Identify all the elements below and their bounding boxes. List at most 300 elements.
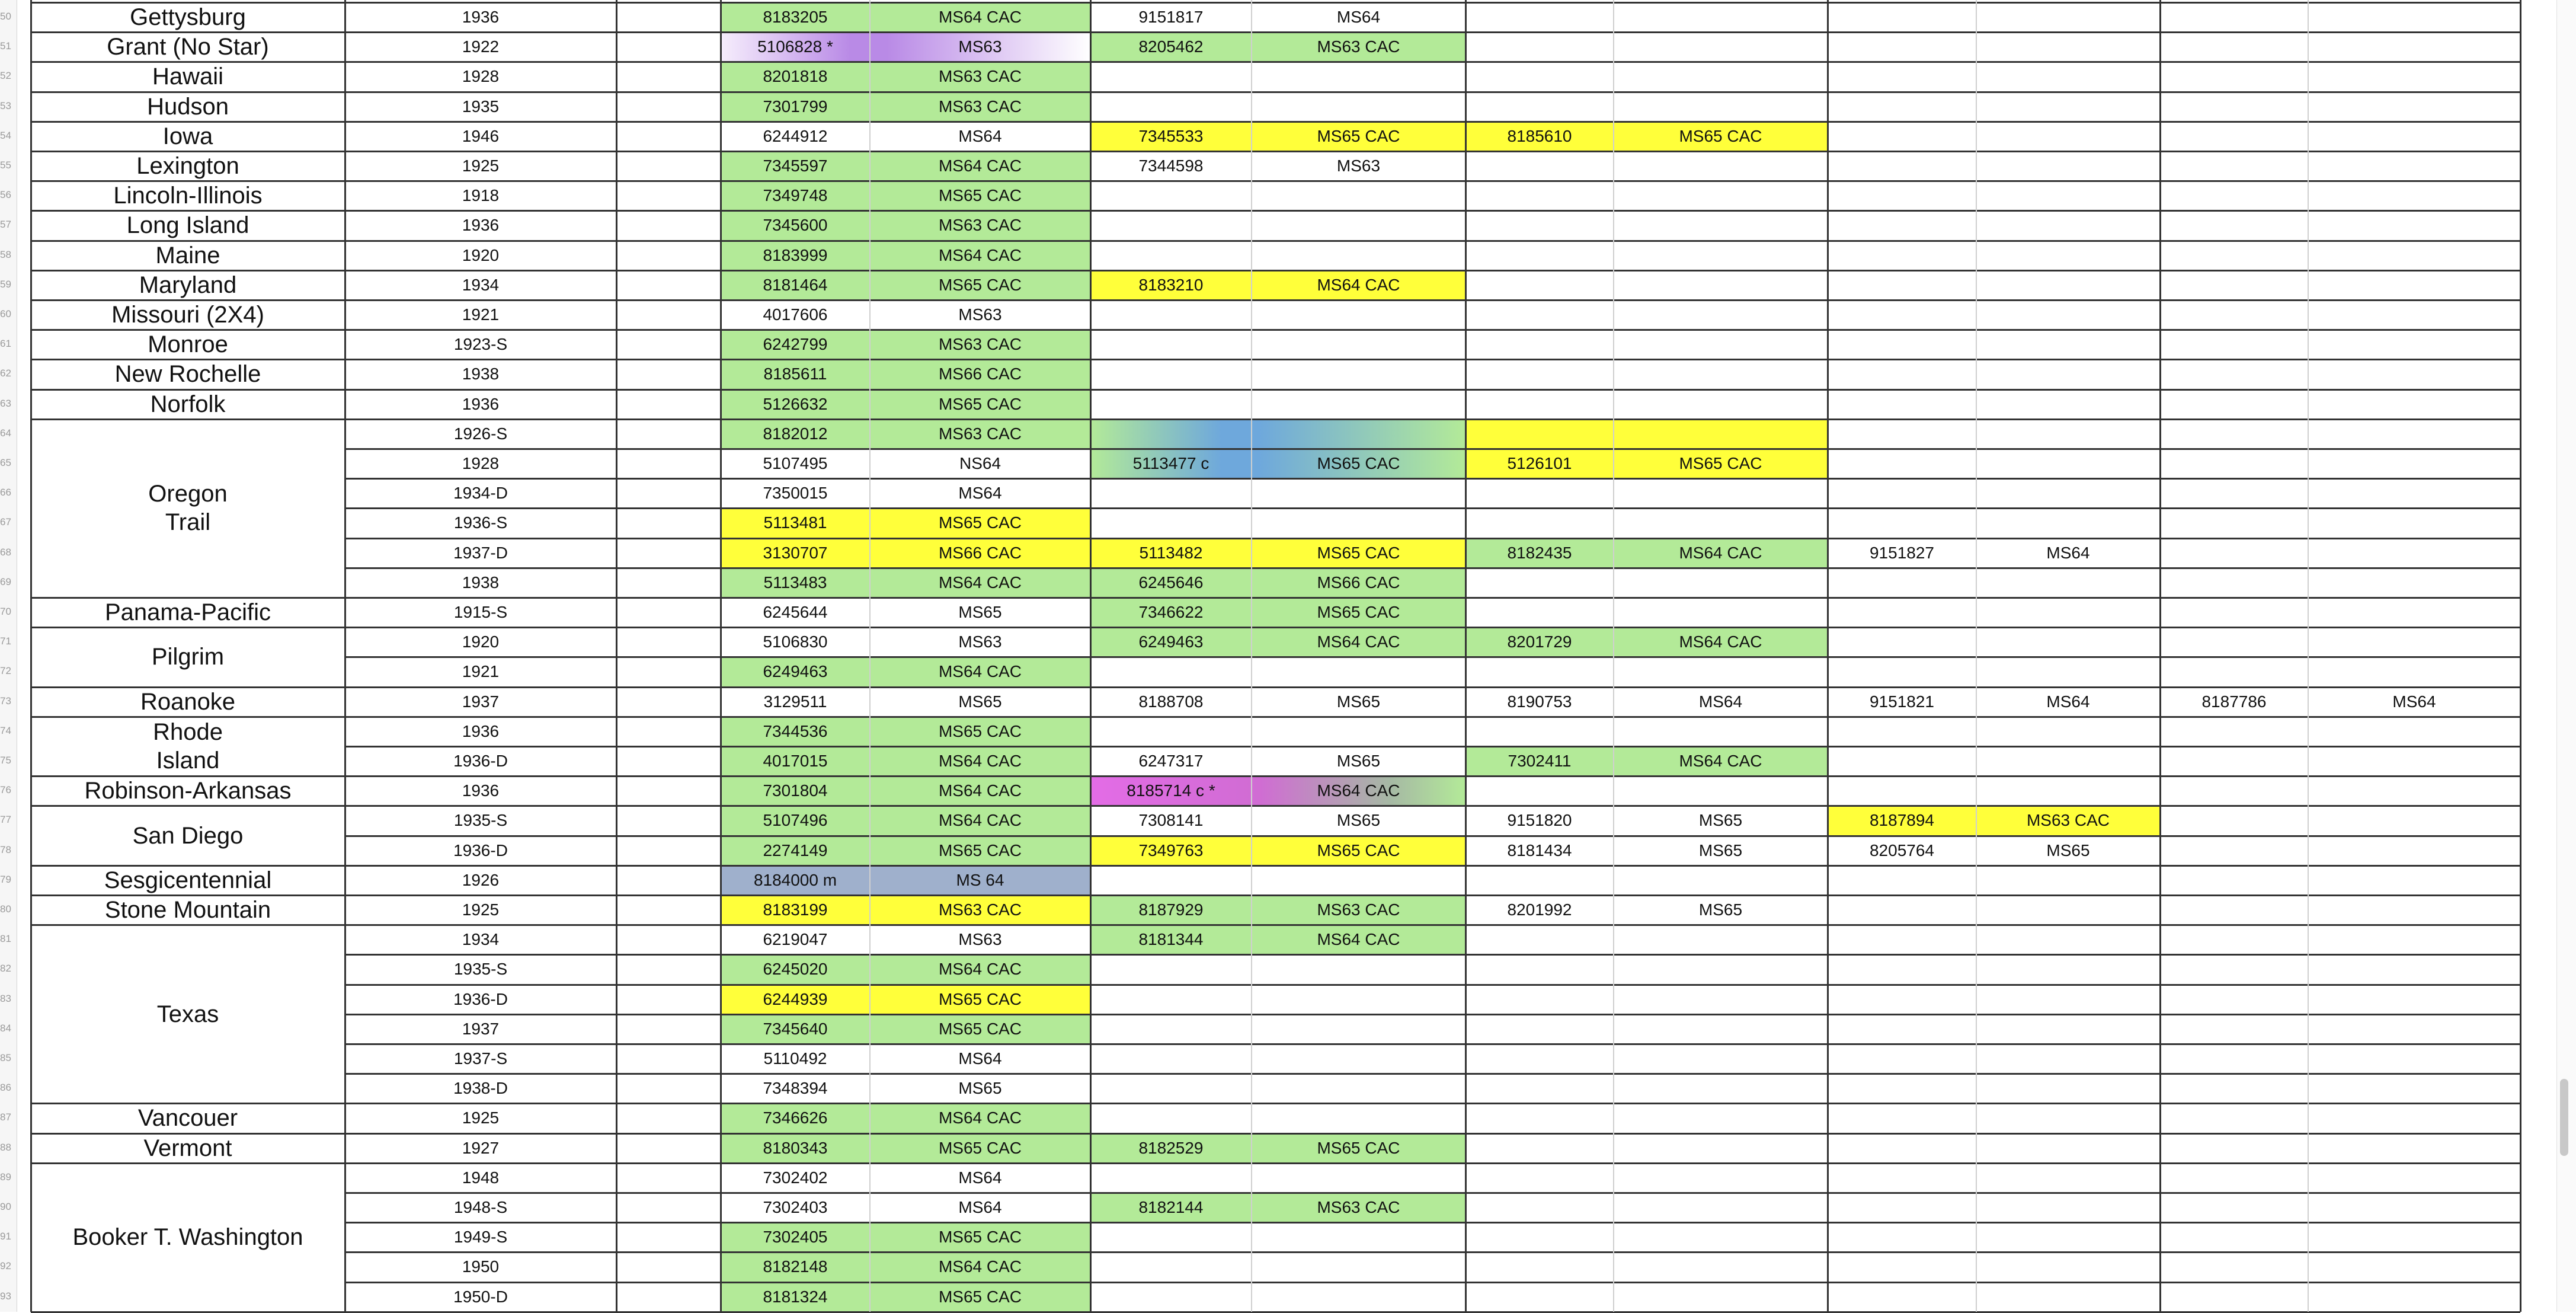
cert-number-cell[interactable]: 8182144 <box>1138 1198 1204 1217</box>
cert-number-cell[interactable]: 8185610 <box>1507 126 1572 145</box>
grade-cell[interactable] <box>1614 419 1828 449</box>
year-cell[interactable]: 1949-S <box>453 1228 508 1247</box>
cert-number-cell[interactable]: 8184000 m <box>753 870 837 889</box>
cert-number-cell[interactable]: 2274149 <box>763 841 828 860</box>
grade-cell[interactable]: MS63 CAC <box>938 67 1022 86</box>
grade-cell[interactable]: MS65 CAC <box>938 1138 1022 1157</box>
grade-cell[interactable]: MS65 <box>1698 841 1743 860</box>
grade-cell[interactable]: MS64 CAC <box>938 781 1022 800</box>
row-number[interactable]: 76 <box>0 784 11 796</box>
empty-cell[interactable] <box>616 687 721 717</box>
year-cell[interactable]: 1950 <box>462 1257 500 1276</box>
year-cell[interactable]: 1938 <box>462 573 500 592</box>
grade-cell[interactable]: MS65 <box>1698 811 1743 830</box>
commemorative-name-cell[interactable] <box>31 330 345 359</box>
cert-number-cell[interactable]: 4017606 <box>763 305 828 324</box>
cert-number-cell[interactable]: 8182012 <box>763 424 828 443</box>
year-cell[interactable]: 1934 <box>462 275 500 294</box>
year-cell[interactable]: 1936 <box>462 216 500 235</box>
cert-number-cell[interactable]: 8187786 <box>2201 692 2267 711</box>
row-number[interactable]: 52 <box>0 70 11 82</box>
empty-cell[interactable] <box>616 865 721 895</box>
row-number[interactable]: 78 <box>0 844 11 855</box>
grade-cell[interactable]: MS66 CAC <box>938 543 1022 562</box>
commemorative-name-cell[interactable] <box>31 865 345 895</box>
commemorative-name-cell[interactable] <box>31 1103 345 1133</box>
empty-cell[interactable] <box>616 1193 721 1222</box>
row-number[interactable]: 84 <box>0 1022 11 1034</box>
cert-number-cell[interactable]: 3130707 <box>763 543 828 562</box>
cert-number-cell[interactable]: 7302405 <box>763 1228 828 1247</box>
grade-cell[interactable]: MS63 <box>1336 156 1381 175</box>
row-number[interactable]: 88 <box>0 1141 11 1153</box>
empty-cell[interactable] <box>616 1163 721 1193</box>
cert-number-cell[interactable]: 9151821 <box>1869 692 1934 711</box>
empty-cell[interactable] <box>616 32 721 62</box>
empty-cell[interactable] <box>616 568 721 598</box>
year-cell[interactable]: 1925 <box>462 1108 500 1127</box>
cert-number-cell[interactable]: 4017015 <box>763 752 828 771</box>
empty-cell[interactable] <box>616 419 721 449</box>
commemorative-name-cell[interactable] <box>31 806 345 865</box>
cert-number-cell[interactable]: 8190753 <box>1507 692 1572 711</box>
row-number[interactable]: 71 <box>0 635 11 647</box>
row-number[interactable]: 59 <box>0 278 11 290</box>
row-number[interactable]: 61 <box>0 338 11 350</box>
cert-number-cell[interactable]: 8188708 <box>1138 692 1204 711</box>
grade-cell[interactable]: MS 64 <box>956 870 1004 889</box>
row-number[interactable]: 65 <box>0 457 11 468</box>
empty-cell[interactable] <box>616 776 721 806</box>
grade-cell[interactable]: MS64 CAC <box>938 960 1022 979</box>
cert-number-cell[interactable]: 5107496 <box>763 811 828 830</box>
grade-cell[interactable]: MS65 CAC <box>938 1019 1022 1038</box>
cert-number-cell[interactable]: 5106828 * <box>757 37 833 56</box>
grade-cell[interactable]: MS64 CAC <box>938 752 1022 771</box>
year-cell[interactable]: 1935-S <box>453 811 508 830</box>
year-cell[interactable]: 1936 <box>462 394 500 413</box>
year-cell[interactable]: 1937 <box>462 692 500 711</box>
empty-cell[interactable] <box>616 92 721 122</box>
commemorative-name-cell[interactable] <box>31 62 345 91</box>
cert-number-cell[interactable]: 7345640 <box>763 1019 828 1038</box>
year-cell[interactable]: 1934-D <box>453 484 508 503</box>
grade-cell[interactable]: MS65 CAC <box>1679 454 1762 473</box>
grade-cell[interactable]: MS65 CAC <box>938 186 1022 205</box>
cert-number-cell[interactable]: 8183210 <box>1138 275 1204 294</box>
vertical-scrollbar-thumb[interactable] <box>2560 1079 2568 1156</box>
grade-cell[interactable] <box>1252 419 1465 449</box>
grade-cell[interactable]: MS64 CAC <box>938 245 1022 264</box>
row-number[interactable]: 87 <box>0 1111 11 1123</box>
empty-cell[interactable] <box>616 181 721 210</box>
cert-number-cell[interactable]: 6249463 <box>1138 632 1204 651</box>
grade-cell[interactable]: MS63 CAC <box>1317 37 1400 56</box>
year-cell[interactable]: 1921 <box>462 662 500 681</box>
row-number[interactable]: 85 <box>0 1052 11 1063</box>
row-number[interactable]: 56 <box>0 189 11 201</box>
commemorative-name-cell[interactable] <box>31 1163 345 1312</box>
commemorative-name-cell[interactable] <box>31 122 345 151</box>
year-cell[interactable]: 1925 <box>462 156 500 175</box>
year-cell[interactable]: 1937 <box>462 1019 500 1038</box>
cert-number-cell[interactable]: 6247317 <box>1138 752 1204 771</box>
row-number[interactable]: 50 <box>0 11 11 22</box>
grade-cell[interactable]: MS64 CAC <box>1317 781 1400 800</box>
commemorative-name-cell[interactable] <box>31 241 345 270</box>
empty-cell[interactable] <box>616 1074 721 1103</box>
empty-cell[interactable] <box>616 62 721 91</box>
cert-number-cell[interactable]: 9151827 <box>1869 543 1934 562</box>
empty-cell[interactable] <box>616 985 721 1014</box>
empty-cell[interactable] <box>616 478 721 508</box>
row-number[interactable]: 74 <box>0 724 11 736</box>
commemorative-name-cell[interactable] <box>31 895 345 925</box>
grade-cell[interactable]: MS64 <box>1698 692 1743 711</box>
grade-cell[interactable]: MS63 <box>958 37 1002 56</box>
commemorative-name-cell[interactable] <box>31 419 345 598</box>
year-cell[interactable]: 1921 <box>462 305 500 324</box>
cert-number-cell[interactable]: 5113482 <box>1139 543 1203 562</box>
cert-number-cell[interactable]: 3129511 <box>763 692 827 711</box>
grade-cell[interactable]: MS64 CAC <box>938 1257 1022 1276</box>
cert-number-cell[interactable]: 8185714 c * <box>1127 781 1215 800</box>
grade-cell[interactable]: MS65 <box>2046 841 2090 860</box>
cert-number-cell[interactable]: 7302411 <box>1508 752 1572 771</box>
cert-number-cell[interactable]: 8181464 <box>763 275 828 294</box>
year-cell[interactable]: 1928 <box>462 454 500 473</box>
year-cell[interactable]: 1936 <box>462 781 500 800</box>
year-cell[interactable]: 1936-D <box>453 841 508 860</box>
row-number[interactable]: 89 <box>0 1171 11 1183</box>
commemorative-name-cell[interactable] <box>31 210 345 240</box>
grade-cell[interactable]: MS63 CAC <box>938 335 1022 354</box>
cert-number-cell[interactable]: 8182529 <box>1138 1138 1204 1157</box>
cert-number-cell[interactable]: 8182435 <box>1507 543 1572 562</box>
commemorative-name-cell[interactable] <box>31 359 345 389</box>
grade-cell[interactable]: MS64 CAC <box>1679 752 1762 771</box>
empty-cell[interactable] <box>616 657 721 686</box>
grade-cell[interactable]: MS66 CAC <box>938 365 1022 384</box>
commemorative-name-cell[interactable] <box>31 300 345 330</box>
empty-cell[interactable] <box>616 2 721 32</box>
cert-number-cell[interactable]: 5107495 <box>763 454 828 473</box>
year-cell[interactable]: 1938-D <box>453 1079 508 1098</box>
empty-cell[interactable] <box>616 1044 721 1074</box>
cert-number-cell[interactable] <box>1090 419 1252 449</box>
cert-number-cell[interactable]: 8205764 <box>1869 841 1934 860</box>
grade-cell[interactable]: MS65 CAC <box>1317 841 1400 860</box>
grade-cell[interactable]: MS63 <box>958 930 1002 949</box>
row-number[interactable]: 79 <box>0 873 11 885</box>
empty-cell[interactable] <box>616 836 721 865</box>
grade-cell[interactable]: MS63 <box>958 632 1002 651</box>
grade-cell[interactable]: MS64 <box>958 1168 1002 1187</box>
year-cell[interactable]: 1915-S <box>453 603 508 622</box>
cert-number-cell[interactable]: 5113483 <box>763 573 827 592</box>
row-number[interactable]: 70 <box>0 606 11 617</box>
grade-cell[interactable]: MS65 CAC <box>938 989 1022 1008</box>
grade-cell[interactable]: MS65 CAC <box>938 841 1022 860</box>
grade-cell[interactable]: MS64 CAC <box>938 1108 1022 1127</box>
grade-cell[interactable]: MS64 CAC <box>1317 930 1400 949</box>
row-number[interactable]: 86 <box>0 1082 11 1094</box>
cert-number-cell[interactable]: 6244939 <box>763 989 828 1008</box>
year-cell[interactable]: 1918 <box>462 186 500 205</box>
cert-number-cell[interactable]: 8181344 <box>1138 930 1204 949</box>
grade-cell[interactable]: MS64 CAC <box>1679 543 1762 562</box>
grade-cell[interactable]: MS64 CAC <box>938 662 1022 681</box>
row-number[interactable]: 75 <box>0 755 11 766</box>
grade-cell[interactable]: MS63 CAC <box>2026 811 2110 830</box>
empty-cell[interactable] <box>616 122 721 151</box>
empty-cell[interactable] <box>616 1252 721 1282</box>
empty-cell[interactable] <box>616 717 721 746</box>
cert-number-cell[interactable]: 6244912 <box>763 126 828 145</box>
grade-cell[interactable]: MS63 CAC <box>938 216 1022 235</box>
year-cell[interactable]: 1936-S <box>453 513 508 532</box>
year-cell[interactable]: 1938 <box>462 365 500 384</box>
empty-cell[interactable] <box>616 359 721 389</box>
grade-cell[interactable]: NS64 <box>959 454 1001 473</box>
grade-cell[interactable]: MS64 <box>2046 543 2090 562</box>
row-number[interactable]: 91 <box>0 1231 11 1242</box>
grade-cell[interactable]: MS65 <box>958 1079 1002 1098</box>
commemorative-name-cell[interactable] <box>31 181 345 210</box>
cert-number-cell[interactable]: 7301799 <box>763 97 828 116</box>
commemorative-name-cell[interactable] <box>31 32 345 62</box>
empty-cell[interactable] <box>616 1282 721 1312</box>
grade-cell[interactable]: MS65 CAC <box>938 1228 1022 1247</box>
row-number[interactable]: 57 <box>0 219 11 231</box>
row-number[interactable]: 77 <box>0 814 11 826</box>
grade-cell[interactable]: MS64 <box>2392 692 2436 711</box>
cert-number-cell[interactable]: 8201818 <box>763 67 828 86</box>
cert-number-cell[interactable]: 8205462 <box>1138 37 1204 56</box>
row-number[interactable]: 80 <box>0 903 11 915</box>
cert-number-cell[interactable]: 7350015 <box>763 484 828 503</box>
year-cell[interactable]: 1920 <box>462 632 500 651</box>
cert-number-cell[interactable]: 7345600 <box>763 216 828 235</box>
cert-number-cell[interactable]: 9151817 <box>1138 8 1204 27</box>
cert-number-cell[interactable]: 7349763 <box>1138 841 1204 860</box>
empty-cell[interactable] <box>616 1222 721 1252</box>
grade-cell[interactable]: MS64 CAC <box>938 811 1022 830</box>
grade-cell[interactable]: MS65 <box>1336 811 1381 830</box>
cert-number-cell[interactable]: 7301804 <box>763 781 828 800</box>
empty-cell[interactable] <box>616 925 721 954</box>
empty-cell[interactable] <box>616 1103 721 1133</box>
cert-number-cell[interactable]: 5113477 c <box>1132 454 1209 473</box>
commemorative-name-cell[interactable] <box>31 92 345 122</box>
empty-cell[interactable] <box>616 270 721 300</box>
grade-cell[interactable]: MS64 <box>958 126 1002 145</box>
grade-cell[interactable]: MS63 CAC <box>1317 900 1400 919</box>
year-cell[interactable]: 1950-D <box>453 1287 508 1306</box>
row-number[interactable]: 82 <box>0 963 11 975</box>
cert-number-cell[interactable]: 8181434 <box>1507 841 1572 860</box>
cert-number-cell[interactable]: 5126101 <box>1507 454 1572 473</box>
empty-cell[interactable] <box>616 806 721 835</box>
commemorative-name-cell[interactable] <box>31 717 345 776</box>
empty-cell[interactable] <box>616 746 721 776</box>
row-number[interactable]: 92 <box>0 1260 11 1272</box>
commemorative-name-cell[interactable] <box>31 270 345 300</box>
empty-cell[interactable] <box>616 389 721 419</box>
grade-cell[interactable]: MS63 CAC <box>938 424 1022 443</box>
cert-number-cell[interactable]: 8187929 <box>1138 900 1204 919</box>
grade-cell[interactable]: MS63 CAC <box>938 900 1022 919</box>
cert-number-cell[interactable]: 6245020 <box>763 960 828 979</box>
cert-number-cell[interactable]: 7346622 <box>1138 603 1204 622</box>
year-cell[interactable]: 1926-S <box>453 424 508 443</box>
cert-number-cell[interactable]: 8183999 <box>763 245 828 264</box>
row-number[interactable]: 63 <box>0 397 11 409</box>
cert-number-cell[interactable]: 7308141 <box>1138 811 1204 830</box>
empty-cell[interactable] <box>616 538 721 568</box>
grade-cell[interactable]: MS65 CAC <box>1317 1138 1400 1157</box>
cert-number-cell[interactable]: 6245646 <box>1138 573 1204 592</box>
row-number[interactable]: 64 <box>0 427 11 439</box>
grade-cell[interactable]: MS64 <box>2046 692 2090 711</box>
grade-cell[interactable]: MS65 <box>958 603 1002 622</box>
grade-cell[interactable]: MS65 CAC <box>938 721 1022 740</box>
grade-cell[interactable]: MS65 <box>1336 752 1381 771</box>
year-cell[interactable]: 1948-S <box>453 1198 508 1217</box>
empty-cell[interactable] <box>616 241 721 270</box>
empty-cell[interactable] <box>616 598 721 627</box>
row-number[interactable]: 69 <box>0 576 11 587</box>
commemorative-name-cell[interactable] <box>31 389 345 419</box>
row-number[interactable]: 66 <box>0 487 11 499</box>
cert-number-cell[interactable]: 7344598 <box>1138 156 1204 175</box>
grade-cell[interactable]: MS65 CAC <box>938 1287 1022 1306</box>
commemorative-name-cell[interactable] <box>31 925 345 1103</box>
cert-number-cell[interactable]: 5113481 <box>763 513 827 532</box>
year-cell[interactable]: 1934 <box>462 930 500 949</box>
row-number[interactable]: 55 <box>0 159 11 171</box>
grade-cell[interactable]: MS65 CAC <box>938 275 1022 294</box>
row-number[interactable]: 67 <box>0 516 11 528</box>
cert-number-cell[interactable]: 7302403 <box>763 1198 828 1217</box>
cert-number-cell[interactable]: 8201992 <box>1507 900 1572 919</box>
row-number[interactable]: 93 <box>0 1290 11 1302</box>
cert-number-cell[interactable] <box>1465 419 1614 449</box>
row-number[interactable]: 62 <box>0 368 11 379</box>
grade-cell[interactable]: MS64 <box>958 1049 1002 1068</box>
year-cell[interactable]: 1920 <box>462 245 500 264</box>
empty-cell[interactable] <box>616 508 721 538</box>
row-number[interactable]: 53 <box>0 100 11 111</box>
commemorative-name-cell[interactable] <box>31 1133 345 1163</box>
grade-cell[interactable]: MS65 CAC <box>1679 126 1762 145</box>
empty-cell[interactable] <box>616 1133 721 1163</box>
grade-cell[interactable]: MS64 <box>958 484 1002 503</box>
row-number[interactable]: 58 <box>0 248 11 260</box>
grade-cell[interactable]: MS65 CAC <box>1317 454 1400 473</box>
empty-cell[interactable] <box>616 151 721 181</box>
row-number[interactable]: 73 <box>0 695 11 707</box>
year-cell[interactable]: 1937-D <box>453 543 508 562</box>
cert-number-cell[interactable]: 6219047 <box>763 930 828 949</box>
cert-number-cell[interactable]: 8183205 <box>763 8 828 27</box>
year-cell[interactable]: 1936-D <box>453 989 508 1008</box>
year-cell[interactable]: 1926 <box>462 870 500 889</box>
grade-cell[interactable]: MS63 <box>958 305 1002 324</box>
grade-cell[interactable]: MS64 CAC <box>1679 632 1762 651</box>
empty-cell[interactable] <box>616 330 721 359</box>
year-cell[interactable]: 1935 <box>462 97 500 116</box>
grade-cell[interactable]: MS66 CAC <box>1317 573 1400 592</box>
cert-number-cell[interactable]: 8187894 <box>1869 811 1934 830</box>
grade-cell[interactable]: MS63 CAC <box>938 97 1022 116</box>
year-cell[interactable]: 1937-S <box>453 1049 508 1068</box>
grade-cell[interactable]: MS65 CAC <box>1317 603 1400 622</box>
row-number[interactable]: 51 <box>0 40 11 52</box>
empty-cell[interactable] <box>616 449 721 478</box>
row-number[interactable]: 72 <box>0 665 11 677</box>
cert-number-cell[interactable]: 6242799 <box>763 335 828 354</box>
empty-cell[interactable] <box>616 954 721 984</box>
year-cell[interactable]: 1946 <box>462 126 500 145</box>
commemorative-name-cell[interactable] <box>31 627 345 686</box>
year-cell[interactable]: 1923-S <box>453 335 508 354</box>
cert-number-cell[interactable]: 5106830 <box>763 632 828 651</box>
cert-number-cell[interactable]: 8180343 <box>763 1138 828 1157</box>
grade-cell[interactable]: MS64 <box>1336 8 1381 27</box>
commemorative-name-cell[interactable] <box>31 776 345 806</box>
cert-number-cell[interactable]: 8182148 <box>763 1257 828 1276</box>
cert-number-cell[interactable]: 6249463 <box>763 662 828 681</box>
commemorative-name-cell[interactable] <box>31 687 345 717</box>
commemorative-name-cell[interactable] <box>31 598 345 627</box>
cert-number-cell[interactable]: 8181324 <box>763 1287 828 1306</box>
row-number[interactable]: 60 <box>0 308 11 320</box>
cert-number-cell[interactable]: 7346626 <box>763 1108 828 1127</box>
grade-cell[interactable]: MS65 <box>1698 900 1743 919</box>
grade-cell[interactable]: MS65 CAC <box>1317 126 1400 145</box>
cert-number-cell[interactable]: 7302402 <box>763 1168 828 1187</box>
cert-number-cell[interactable]: 7348394 <box>763 1079 828 1098</box>
cert-number-cell[interactable]: 7345533 <box>1138 126 1204 145</box>
grade-cell[interactable]: MS65 CAC <box>938 513 1022 532</box>
year-cell[interactable]: 1922 <box>462 37 500 56</box>
grade-cell[interactable]: MS65 <box>1336 692 1381 711</box>
empty-cell[interactable] <box>616 1014 721 1044</box>
grade-cell[interactable]: MS64 CAC <box>1317 275 1400 294</box>
empty-cell[interactable] <box>616 895 721 925</box>
cert-number-cell[interactable]: 8201729 <box>1507 632 1572 651</box>
cert-number-cell[interactable]: 8183199 <box>763 900 828 919</box>
commemorative-name-cell[interactable] <box>31 151 345 181</box>
grade-cell[interactable]: MS65 <box>958 692 1002 711</box>
row-number[interactable]: 68 <box>0 546 11 558</box>
cert-number-cell[interactable]: 5110492 <box>763 1049 827 1068</box>
row-number[interactable]: 81 <box>0 933 11 945</box>
year-cell[interactable]: 1948 <box>462 1168 500 1187</box>
year-cell[interactable]: 1936 <box>462 721 500 740</box>
cert-number-cell[interactable]: 9151820 <box>1507 811 1572 830</box>
empty-cell[interactable] <box>616 210 721 240</box>
empty-cell[interactable] <box>616 627 721 657</box>
row-number[interactable]: 83 <box>0 992 11 1004</box>
grade-cell[interactable]: MS64 CAC <box>1317 632 1400 651</box>
cert-number-cell[interactable]: 7345597 <box>763 156 828 175</box>
year-cell[interactable]: 1928 <box>462 67 500 86</box>
grade-cell[interactable]: MS64 <box>958 1198 1002 1217</box>
grade-cell[interactable]: MS65 CAC <box>938 394 1022 413</box>
cert-number-cell[interactable]: 8185611 <box>763 365 827 384</box>
